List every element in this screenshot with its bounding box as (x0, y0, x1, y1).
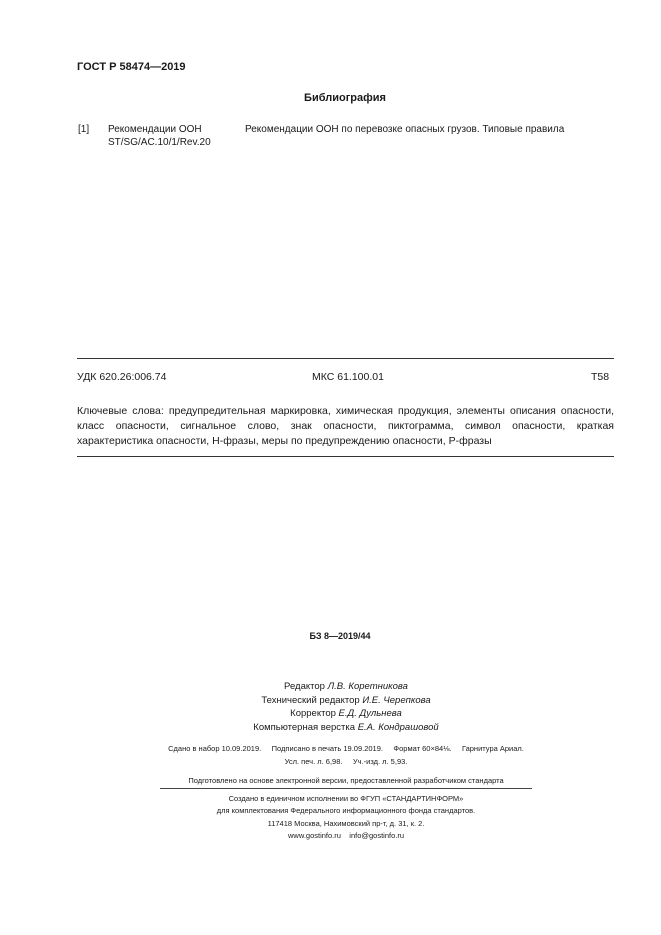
document-code: ГОСТ Р 58474—2019 (77, 61, 186, 73)
bib-entry-source (108, 123, 211, 149)
divider-top (77, 358, 614, 359)
staff-corrector: Корректор Е.Д. Дульнева (290, 708, 402, 719)
publisher-line1: Создано в единичном исполнении во ФГУП «СТАНДАРТИНФОРМ» (228, 794, 464, 803)
publisher-line2: для комплектования Федерального информационного фонда стандартов. (216, 806, 476, 815)
staff-editor: Редактор Л.В. Коретникова (284, 681, 408, 692)
mks-code: МКС 61.100.01 (312, 371, 384, 383)
publisher-address: 117418 Москва, Нахимовский пр-т, д. 31, к. 2. (267, 819, 425, 828)
bibliography-title: Библиография (304, 92, 386, 104)
staff-list (0, 680, 661, 734)
udk-code: УДК 620.26:006.74 (77, 371, 167, 383)
staff-layout: Компьютерная верстка Е.А. Кондрашовой (253, 721, 439, 733)
bz-number: БЗ 8—2019/44 (309, 631, 371, 641)
publisher-divider (160, 788, 532, 789)
bib-source-line1: Рекомендации ООН (108, 124, 202, 135)
divider-bottom (77, 456, 614, 457)
staff-tech-editor: Технический редактор И.Е. Черепкова (261, 694, 431, 706)
publisher-email: info@gostinfo.ru (349, 831, 405, 840)
publisher-contacts (0, 831, 661, 840)
bib-entry-title: Рекомендации ООН по перевозке опасных грузов. Типовые правила (245, 124, 565, 135)
bib-source-line2: ST/SG/AC.10/1/Rev.20 (108, 137, 211, 148)
keywords: Ключевые слова: предупредительная маркировка, химическая продукция, элементы описания опасности, класс опасности, сигнальное слово, знак опасности, пиктограмма, символ опасности, краткая характеристика опасности, Н-фразы, меры по предупреждению опасности, Р-фразы (77, 405, 614, 447)
print-info-line2: Усл. печ. л. 6,98. Уч.-изд. л. 5,93. (284, 757, 408, 766)
bib-entry-number: [1] (78, 124, 90, 135)
print-info-line1: Сдано в набор 10.09.2019. Подписано в печать 19.09.2019. Формат 60×84⅛. Гарнитура Ариал. (168, 744, 524, 753)
prepared-note: Подготовлено на основе электронной версии, предоставленной разработчиком стандарта (188, 776, 504, 785)
publisher-site: www.gostinfo.ru (287, 831, 341, 840)
t-code: Т58 (591, 371, 610, 383)
